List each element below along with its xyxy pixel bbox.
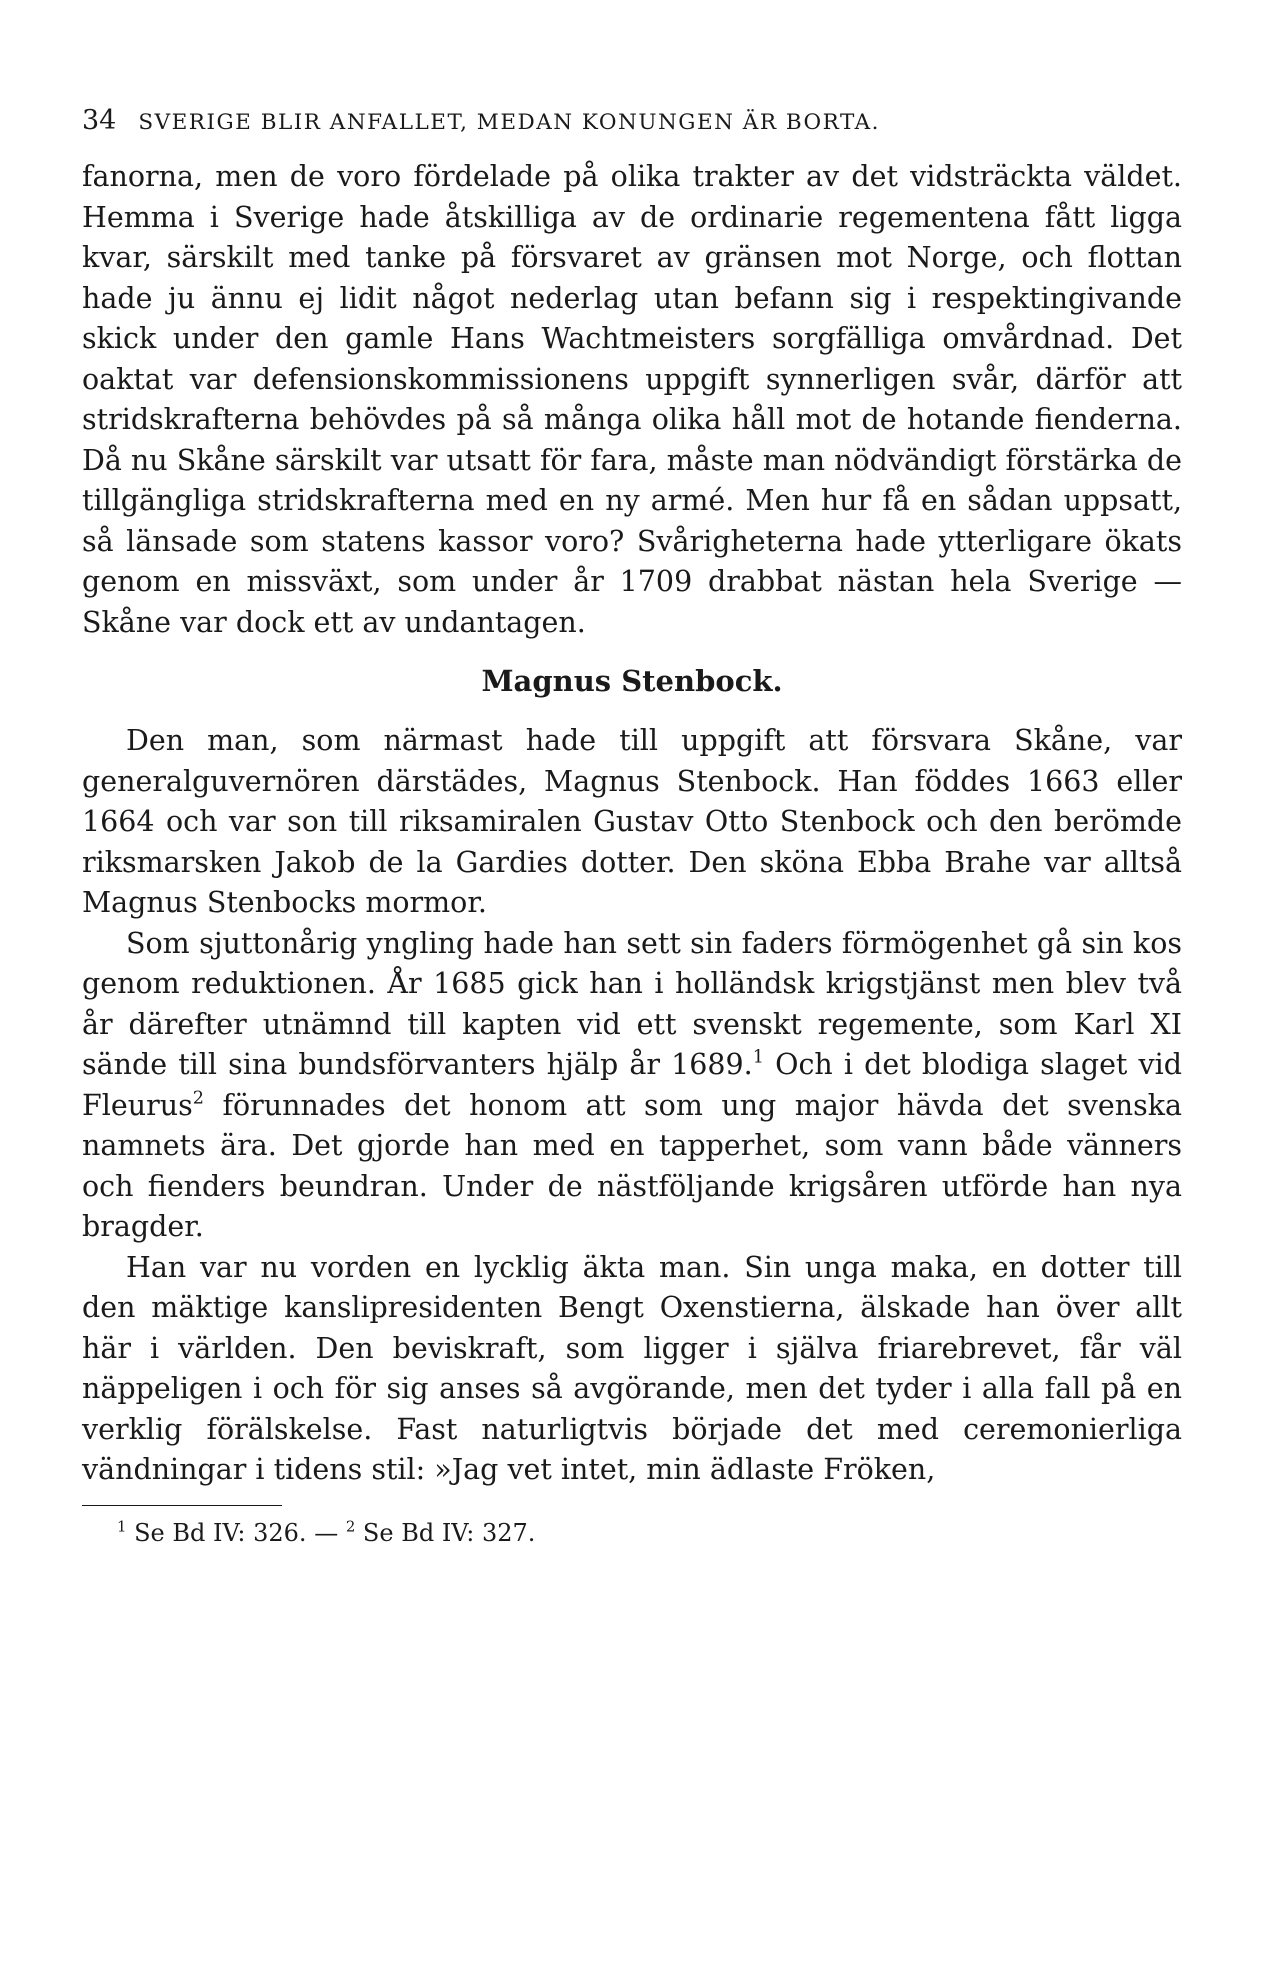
running-header bbox=[82, 105, 1182, 157]
running-title: SVERIGE BLIR ANFALLET, MEDAN KONUNGEN ÄR BORTA. bbox=[138, 110, 880, 135]
paragraph-stenbock-intro: Den man, som närmast hade till uppgift att försvara Skåne, var generalguvernören därstädes, Magnus Stenbock. Han föddes 1663 eller 1664 och var son till riksamiralen Gustav Otto Stenbock och den berömde riksmarsken Jakob de la Gardies dotter. Den sköna Ebba Brahe var alltså Magnus Stenbocks mormor. bbox=[82, 724, 1182, 919]
paragraph-text: Som sjuttonårig yngling hade han sett sin faders förmögenhet gå sin kos genom reduktionen. År 1685 gick han i holländsk krigstjänst men blev två år därefter utnämnd till kapten vid ett svenskt regemente, som Karl XI sände till sina bundsförvanters hjälp år 1689. bbox=[82, 926, 1182, 1081]
footnote-reference-2: 2 bbox=[192, 1088, 204, 1109]
page-number: 34 bbox=[82, 105, 117, 136]
body-text bbox=[82, 157, 1182, 1491]
footnote-text-1: Se Bd IV: 326. bbox=[126, 1518, 307, 1547]
footnote-reference-1: 1 bbox=[752, 1047, 764, 1068]
section-heading: Magnus Stenbock. bbox=[481, 664, 783, 698]
footnote-text-2: Se Bd IV: 327. bbox=[355, 1518, 536, 1547]
footnote-separator: — bbox=[306, 1518, 346, 1547]
paragraph-text: förunnades det honom att som ung major hävda det svenska namnets ära. Det gjorde han med en tapperhet, som vann både vänners och fienders beundran. Under de nästföljande krigsåren utförde han nya bragder. bbox=[82, 1088, 1182, 1243]
paragraph-text: Och i det blodiga slaget vid Fleurus bbox=[82, 1048, 1182, 1122]
book-page bbox=[82, 105, 1182, 1550]
paragraph-stenbock-career bbox=[82, 924, 1182, 1248]
paragraph-stenbock-marriage: Han var nu vorden en lycklig äkta man. Sin unga maka, en dotter till den mäktige kanslipresidenten Bengt Oxenstierna, älskade han över allt här i världen. Den beviskraft, som ligger i själva friarebrevet, får väl näppeligen i och för sig anses så avgörande, men det tyder i alla fall på en verklig förälskelse. Fast naturligtvis började det med ceremonierliga vändningar i tidens stil: »Jag vet intet, min ädlaste Fröken, bbox=[82, 1250, 1182, 1486]
footnote-divider bbox=[82, 1505, 282, 1506]
footnote-marker-2: 2 bbox=[345, 1516, 356, 1535]
paragraph-opening: fanorna, men de voro fördelade på olika trakter av det vidsträckta väldet. Hemma i Sverige hade åtskilliga av de ordinarie regementena fått ligga kvar, särskilt med tanke på försvaret av gränsen mot Norge, och flottan hade ju ännu ej lidit något nederlag utan befann sig i respektingivande skick under den gamle Hans Wachtmeisters sorgfälliga omvårdnad. Det oaktat var defensionskommissionens uppgift synnerligen svår, därför att stridskrafterna behövdes på så många olika håll mot de hotande fienderna. Då nu Skåne särskilt var utsatt för fara, måste man nödvändigt förstärka de tillgängliga stridskrafterna med en ny armé. Men hur få en sådan uppsatt, så länsade som statens kassor voro? Svårigheterna hade ytterligare ökats genom en missväxt, som under år 1709 drabbat nästan hela Sverige — Skåne var dock ett av undantagen. bbox=[82, 160, 1182, 639]
footnote-marker-1: 1 bbox=[117, 1516, 127, 1535]
footnotes bbox=[82, 1516, 1182, 1550]
